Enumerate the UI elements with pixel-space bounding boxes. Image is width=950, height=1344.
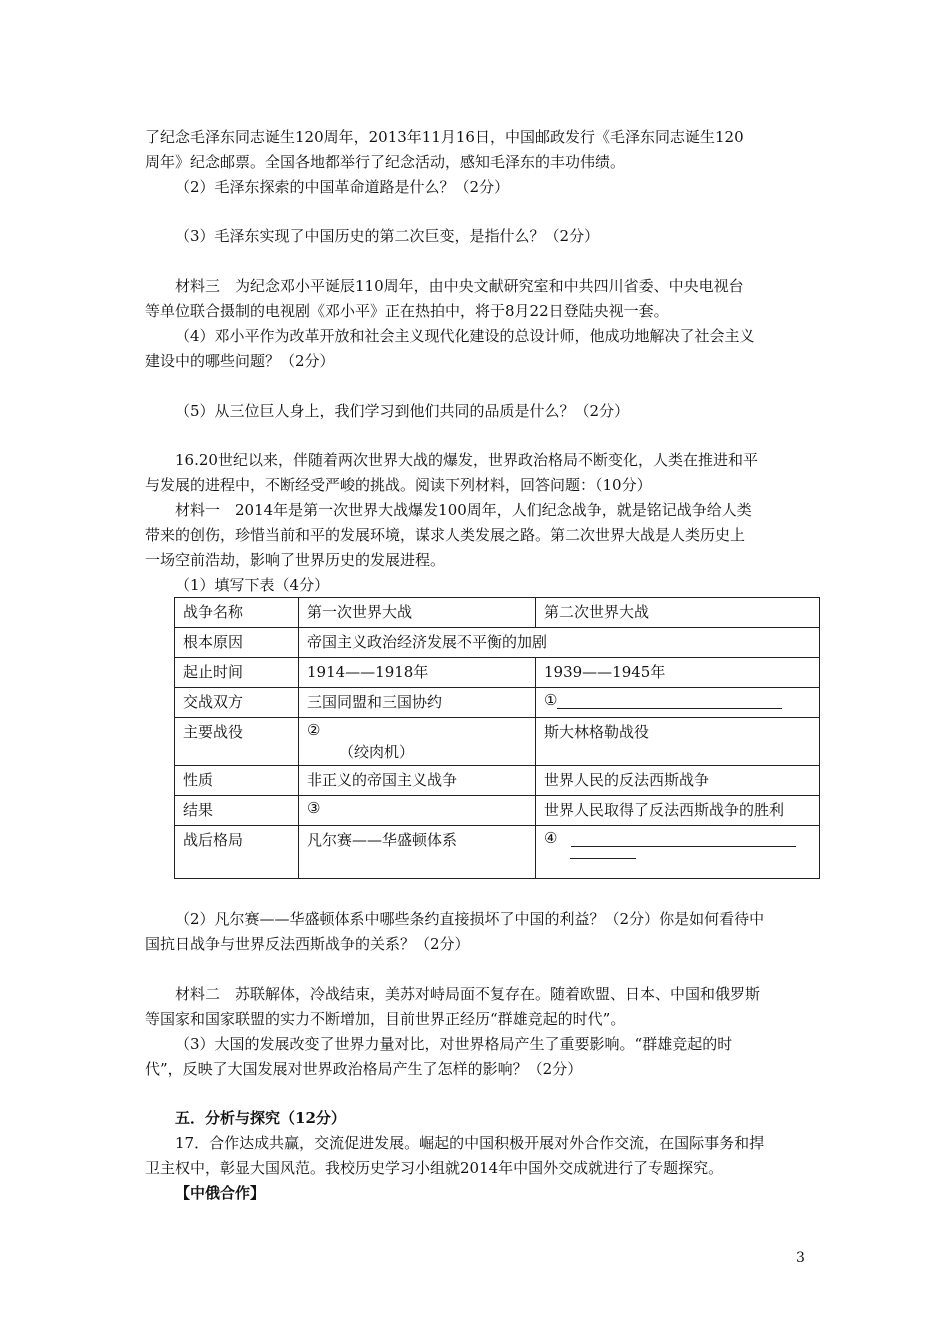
- answer-blank-4[interactable]: [571, 846, 796, 847]
- table-cell: ③: [299, 796, 536, 826]
- text-line: 了纪念毛泽东同志诞生120周年，2013年11月16日，中国邮政发行《毛泽东同志诞生120: [145, 128, 744, 146]
- table-cell: [536, 688, 820, 718]
- question-16: 16.20世纪以来，伴随着两次世界大战的爆发，世界政治格局不断变化，人类在推进和平: [175, 451, 758, 469]
- text-line: 带来的创伤，珍惜当前和平的发展环境，谋求人类发展之路。第二次世界大战是人类历史上: [145, 526, 746, 544]
- table-cell: 非正义的帝国主义战争: [299, 766, 536, 796]
- table-cell: 性质: [175, 766, 299, 796]
- text-line: 代”，反映了大国发展对世界政治格局产生了怎样的影响？（2分）: [145, 1060, 583, 1078]
- battle-note: （绞肉机）: [339, 743, 415, 761]
- table-row: [175, 766, 820, 796]
- table-cell: 第二次世界大战: [536, 598, 820, 628]
- section-heading: 五．分析与探究（12分）: [175, 1109, 346, 1127]
- material-2-line: 材料二 苏联解体，冷战结束，美苏对峙局面不复存在。随着欧盟、日本、中国和俄罗斯: [175, 985, 761, 1003]
- blank-marker: ①: [544, 691, 558, 709]
- question-2: （2）毛泽东探索的中国革命道路是什么？（2分）: [175, 178, 510, 196]
- answer-blank-4-continued[interactable]: [570, 858, 636, 859]
- question-3: （3）毛泽东实现了中国历史的第二次巨变，是指什么？（2分）: [175, 227, 600, 245]
- table-cell: 世界人民取得了反法西斯战争的胜利: [536, 796, 820, 826]
- table-instruction: （1）填写下表（4分）: [175, 576, 330, 594]
- subsection-heading: 【中俄合作】: [175, 1184, 266, 1202]
- table-cell: 结果: [175, 796, 299, 826]
- material-3-line: 材料三 为纪念邓小平诞辰110周年，由中央文献研究室和中共四川省委、中央电视台: [175, 277, 744, 295]
- text-line: 等单位联合摄制的电视剧《邓小平》正在热拍中，将于8月22日登陆央视一套。: [145, 302, 669, 320]
- table-row: [175, 688, 820, 718]
- text-line: 国抗日战争与世界反法西斯战争的关系？（2分）: [145, 935, 470, 953]
- table-row: [175, 796, 820, 826]
- table-row: [175, 598, 820, 628]
- table-cell: 斯大林格勒战役: [536, 718, 820, 766]
- question-16-2: （2）凡尔赛——华盛顿体系中哪些条约直接损坏了中国的利益？（2分）你是如何看待中: [175, 910, 765, 928]
- table-row: [175, 658, 820, 688]
- table-cell: 根本原因: [175, 628, 299, 658]
- table-cell: [299, 718, 536, 766]
- page-number: 3: [796, 1250, 805, 1266]
- blank-marker: ④: [544, 829, 558, 847]
- table-cell: 第一次世界大战: [299, 598, 536, 628]
- table-cell: 三国同盟和三国协约: [299, 688, 536, 718]
- table-cell: 世界人民的反法西斯战争: [536, 766, 820, 796]
- table-cell: 交战双方: [175, 688, 299, 718]
- question-5: （5）从三位巨人身上，我们学习到他们共同的品质是什么？（2分）: [175, 402, 630, 420]
- text-line: 周年》纪念邮票。全国各地都举行了纪念活动，感知毛泽东的丰功伟绩。: [145, 153, 626, 171]
- question-17: 17．合作达成共赢，交流促进发展。崛起的中国积极开展对外合作交流，在国际事务和捍: [175, 1134, 765, 1152]
- answer-blank-1[interactable]: [557, 708, 782, 709]
- question-4: （4）邓小平作为改革开放和社会主义现代化建设的总设计师，他成功地解决了社会主义: [175, 327, 755, 345]
- text-line: 等国家和国家联盟的实力不断增加，目前世界正经历“群雄竞起的时代”。: [145, 1010, 626, 1028]
- table-cell: 起止时间: [175, 658, 299, 688]
- table-cell: 凡尔赛——华盛顿体系: [299, 826, 536, 879]
- table-row: [175, 718, 820, 766]
- text-line: 建设中的哪些问题？（2分）: [145, 352, 335, 370]
- table-cell: 帝国主义政治经济发展不平衡的加剧: [299, 628, 820, 658]
- material-1-line: 材料一 2014年是第一次世界大战爆发100周年，人们纪念战争，就是铭记战争给人类: [175, 501, 752, 519]
- text-line: 卫主权中，彰显大国风范。我校历史学习小组就2014年中国外交成就进行了专题探究。: [145, 1159, 724, 1177]
- text-line: 一场空前浩劫，影响了世界历史的发展进程。: [145, 551, 446, 569]
- table-cell: 主要战役: [175, 718, 299, 766]
- question-16-3: （3）大国的发展改变了世界力量对比，对世界格局产生了重要影响。“群雄竞起的时: [175, 1035, 733, 1053]
- table-row: [175, 628, 820, 658]
- table-cell: 战争名称: [175, 598, 299, 628]
- blank-marker: ②: [307, 721, 321, 739]
- table-row: [175, 826, 820, 879]
- table-cell: 1939——1945年: [536, 658, 820, 688]
- table-cell: 1914——1918年: [299, 658, 536, 688]
- war-comparison-table: [174, 597, 820, 879]
- text-line: 与发展的进程中，不断经受严峻的挑战。阅读下列材料，回答问题：（10分）: [145, 476, 652, 494]
- table-cell: 战后格局: [175, 826, 299, 879]
- table-cell: [536, 826, 820, 879]
